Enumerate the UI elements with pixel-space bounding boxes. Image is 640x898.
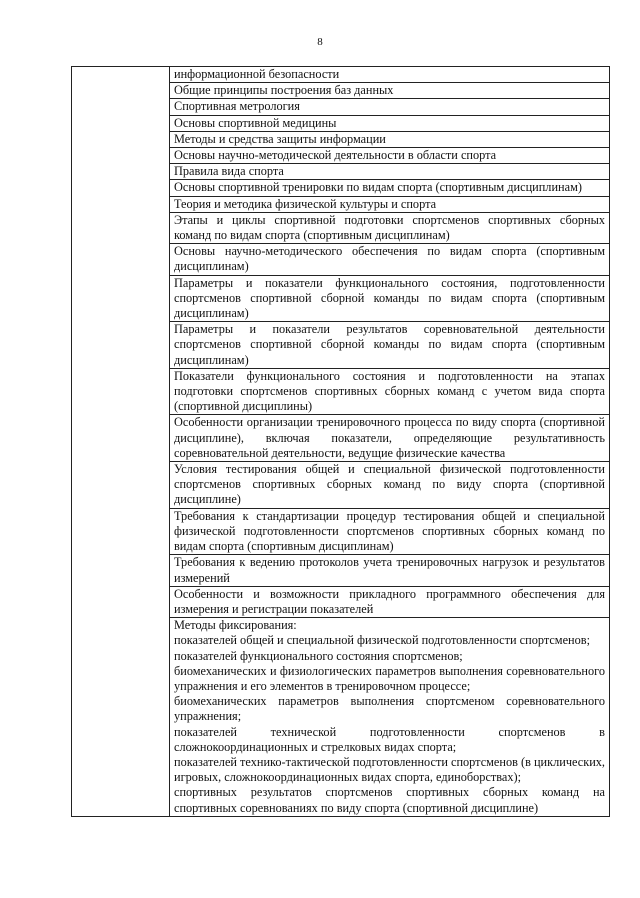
table-cell (170, 148, 610, 164)
cell-text: Условия тестирования общей и специальной физической подготовленности спортсменов спортивных сборных команд по виду спорта (спортивной дисциплине) (174, 462, 605, 507)
methods-item: биомеханических параметров выполнения спортсменом соревновательного упражнения; (174, 694, 605, 724)
methods-heading: Методы фиксирования: (174, 618, 297, 633)
table-cell (170, 508, 610, 555)
cell-text: Требования к стандартизации процедур тестирования общей и специальной физической подготовленности спортсменов спортивных сборных команд по видам спорта (спортивным дисциплинам) (174, 508, 605, 554)
cell-text: Теория и методика физической культуры и спорта (174, 196, 437, 211)
table-cell (170, 212, 610, 243)
cell-text: информационной безопасности (174, 67, 340, 81)
table-cell (170, 164, 610, 180)
table-cell (170, 115, 610, 131)
table-cell (170, 322, 610, 369)
cell-text: Параметры и показатели функционального состояния, подготовленности спортсменов спортивной сборной команды по видам спорта (спортивным дисциплинам) (174, 275, 605, 321)
cell-text: Основы научно-методической деятельности в области спорта (174, 148, 497, 163)
table-cell (170, 196, 610, 212)
requirements-table (71, 66, 610, 817)
cell-text: Параметры и показатели результатов соревновательной деятельности спортсменов спортивной сборной команды по видам спорта (спортивным дисциплинам) (174, 322, 605, 367)
table-cell (170, 99, 610, 115)
methods-item: показателей общей и специальной физической подготовленности спортсменов; (174, 633, 590, 648)
cell-text: Требования к ведению протоколов учета тренировочных нагрузок и результатов измерений (174, 555, 605, 585)
methods-item: биомеханических и физиологических параметров выполнения соревновательного упражнения и его элементов в тренировочном процессе; (174, 663, 605, 693)
cell-text: Этапы и циклы спортивной подготовки спортсменов спортивных сборных команд по видам спорта (спортивным дисциплинам) (174, 212, 605, 243)
table-cell (170, 368, 610, 415)
table-cell (170, 131, 610, 147)
page-number: 8 (317, 36, 323, 48)
table-cell (170, 586, 610, 617)
cell-text: Общие принципы построения баз данных (174, 83, 394, 98)
methods-item: спортивных результатов спортсменов спортивных сборных команд на спортивных соревнованиях по виду спорта (спортивной дисциплине) (174, 785, 605, 815)
cell-text: Правила вида спорта (174, 164, 284, 179)
cell-text: Спортивная метрология (174, 99, 300, 114)
table-cell (170, 180, 610, 196)
methods-cell (170, 618, 610, 817)
table-cell (170, 275, 610, 322)
cell-text: Основы спортивной медицины (174, 115, 337, 130)
table-cell (170, 83, 610, 99)
table-cell (170, 67, 610, 83)
methods-item: показателей функционального состояния спортсменов; (174, 648, 463, 663)
cell-text: Показатели функционального состояния и подготовленности на этапах подготовки спортсменов спортивных сборных команд с учетом вида спорта (спортивной дисциплины) (174, 368, 605, 414)
cell-text: Особенности и возможности прикладного программного обеспечения для измерения и регистрации показателей (174, 586, 605, 616)
table-cell (170, 244, 610, 275)
cell-text: Основы спортивной тренировки по видам спорта (спортивным дисциплинам) (174, 180, 582, 195)
table-row (72, 67, 610, 83)
methods-item: показателей технико-тактической подготовленности спортсменов (в циклических, игровых, сложнокоординационных видах спорта, единоборствах); (174, 754, 606, 785)
table-cell (170, 555, 610, 586)
cell-text: Методы и средства защиты информации (174, 131, 386, 146)
cell-text: Особенности организации тренировочного процесса по виду спорта (спортивной дисциплине), включая показатели, определяющие результативность соревновательной деятельности, ведущие физические качества (174, 415, 605, 460)
methods-item: показателей технической подготовленности спортсменов в сложнокоординационных и стрелковых видах спорта; (174, 724, 605, 754)
left-column-cell (72, 67, 170, 817)
table-cell (170, 415, 610, 462)
table-cell (170, 462, 610, 509)
cell-text: Основы научно-методического обеспечения по видам спорта (спортивным дисциплинам) (174, 244, 605, 274)
